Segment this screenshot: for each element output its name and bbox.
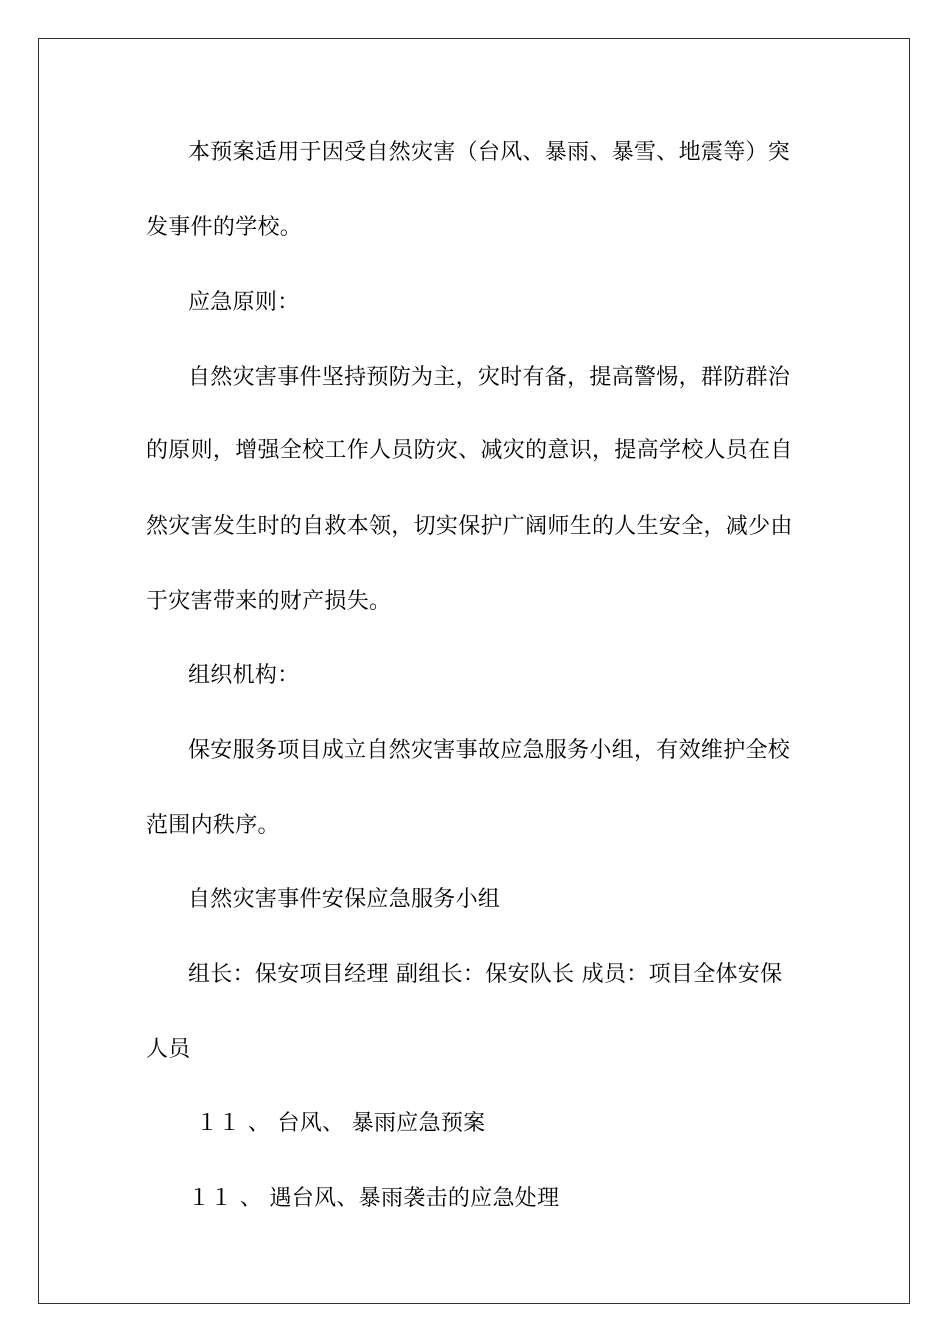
principle-paragraph-line-4: 于灾害带来的财产损失。 <box>146 589 392 614</box>
scope-paragraph-line-2: 发事件的学校。 <box>146 215 303 240</box>
principle-paragraph-line-2: 的原则，增强全校工作人员防灾、减灾的意识，提高学校人员在自 <box>146 438 793 463</box>
organization-heading: 组织机构： <box>188 663 300 688</box>
scope-paragraph-line-1: 本预案适用于因受自然灾害（台风、暴雨、暴雪、地震等）突 <box>188 140 791 165</box>
principle-heading: 应急原则： <box>188 290 300 315</box>
section-heading-typhoon-response: １１ 、 遇台风、暴雨袭击的应急处理 <box>188 1186 560 1211</box>
organization-paragraph-line-2: 范围内秩序。 <box>146 813 280 838</box>
organization-paragraph-line-1: 保安服务项目成立自然灾害事故应急服务小组，有效维护全校 <box>188 738 791 763</box>
section-heading-typhoon-plan: １１ 、 台风、 暴雨应急预案 <box>196 1111 486 1136</box>
team-members-line-2: 人员 <box>146 1037 191 1062</box>
team-members-line-1: 组长：保安项目经理 副组长：保安队长 成员：项目全体安保 <box>188 962 783 987</box>
team-title: 自然灾害事件安保应急服务小组 <box>188 887 501 912</box>
principle-paragraph-line-1: 自然灾害事件坚持预防为主，灾时有备，提高警惕，群防群治 <box>188 365 791 390</box>
principle-paragraph-line-3: 然灾害发生时的自救本领，切实保护广阔师生的人生安全，减少由 <box>146 514 793 539</box>
